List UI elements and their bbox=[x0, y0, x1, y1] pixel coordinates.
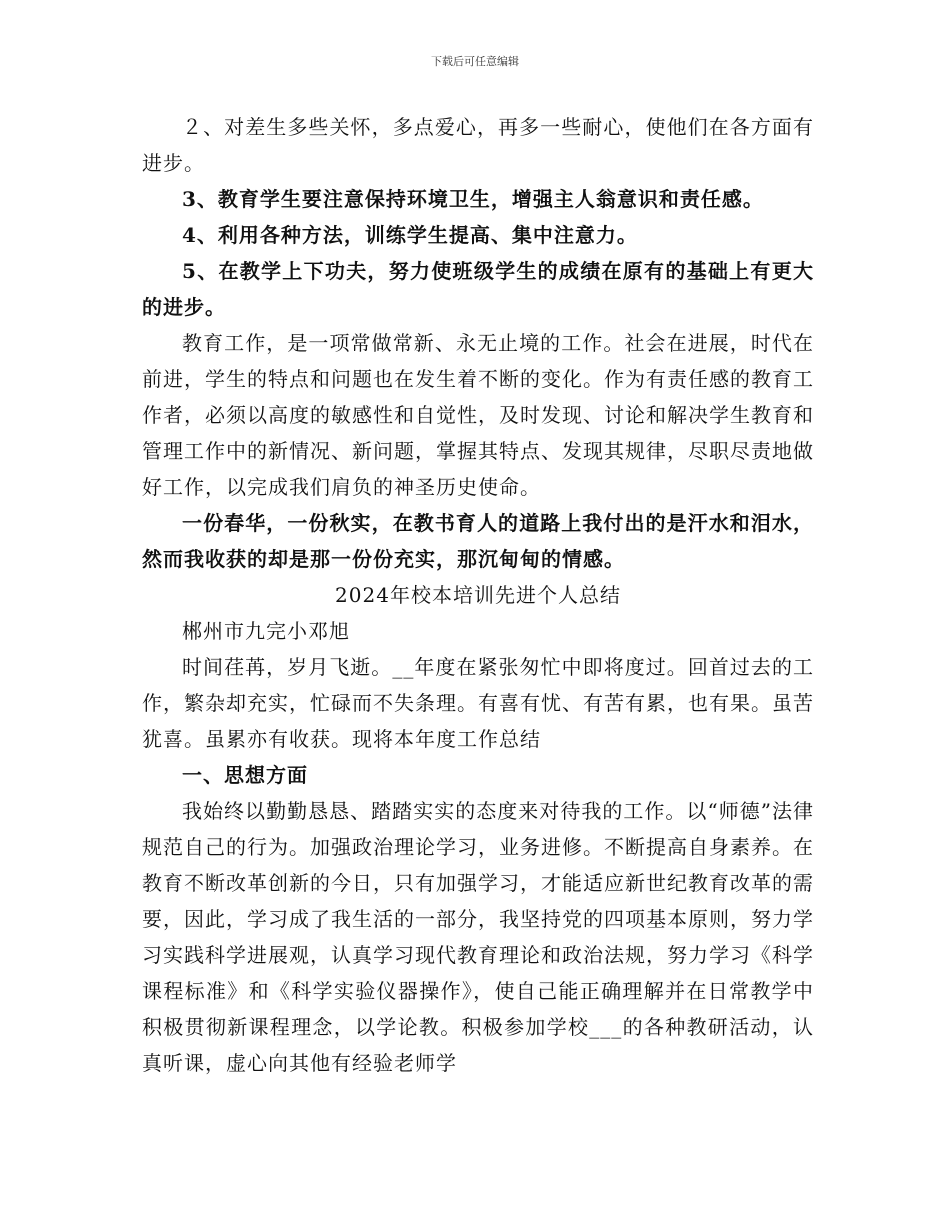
paragraph-education-work: 教育工作，是一项常做常新、永无止境的工作。社会在进展，时代在前进，学生的特点和问题也在发生着不断的变化。作为有责任感的教育工作者，必须以高度的敏感性和自觉性，及时发现、讨论和解决学生教育和管理工作中的新情况、新问题，掌握其特点、发现其规律，尽职尽责地做好工作，以完成我们肩负的神圣历史使命。 bbox=[142, 331, 814, 499]
paragraph-thought-content: 我始终以勤勤恳恳、踏踏实实的态度来对待我的工作。以“师德”法律规范自己的行为。加强政治理论学习，业务进修。不断提高自身素养。在教育不断改革创新的今日，只有加强学习，才能适应新世纪教育改革的需要，因此，学习成了我生活的一部分，我坚持党的四项基本原则，努力学习实践科学进展观，认真学习现代教育理论和政治法规，努力学习《科学课程标准》和《科学实验仪器操作》，使自己能正确理解并在日常教学中积极贯彻新课程理念，以学论教。积极参加学校___的各种教研活动，认真听课，虚心向其他有经验老师学 bbox=[142, 799, 814, 1075]
author-line: 郴州市九完小邓旭 bbox=[182, 619, 350, 643]
paragraph-item-2: ２、对差生多些关怀，多点爱心，再多一些耐心，使他们在各方面有进步。 bbox=[142, 115, 814, 175]
section-title: 2024年校本培训先进个人总结 bbox=[335, 583, 621, 607]
document-body bbox=[142, 109, 814, 1081]
paragraph-item-3: 3、教育学生要注意保持环境卫生，增强主人翁意识和责任感。 bbox=[182, 187, 764, 211]
paragraph-closing-reflection: 一份春华，一份秋实，在教书育人的道路上我付出的是汗水和泪水，然而我收获的却是那一份份充实，那沉甸甸的情感。 bbox=[142, 511, 814, 571]
subsection-heading-thought: 一、思想方面 bbox=[182, 763, 308, 787]
paragraph-item-5: 5、在教学上下功夫，努力使班级学生的成绩在原有的基础上有更大的进步。 bbox=[142, 259, 814, 319]
paragraph-item-4: 4、利用各种方法，训练学生提高、集中注意力。 bbox=[182, 223, 638, 247]
page-header: 下载后可任意编辑 bbox=[431, 55, 519, 68]
paragraph-intro: 时间荏苒，岁月飞逝。__年度在紧张匆忙中即将度过。回首过去的工作，繁杂却充实，忙碌而不失条理。有喜有忧、有苦有累，也有果。虽苦犹喜。虽累亦有收获。现将本年度工作总结 bbox=[142, 655, 814, 751]
